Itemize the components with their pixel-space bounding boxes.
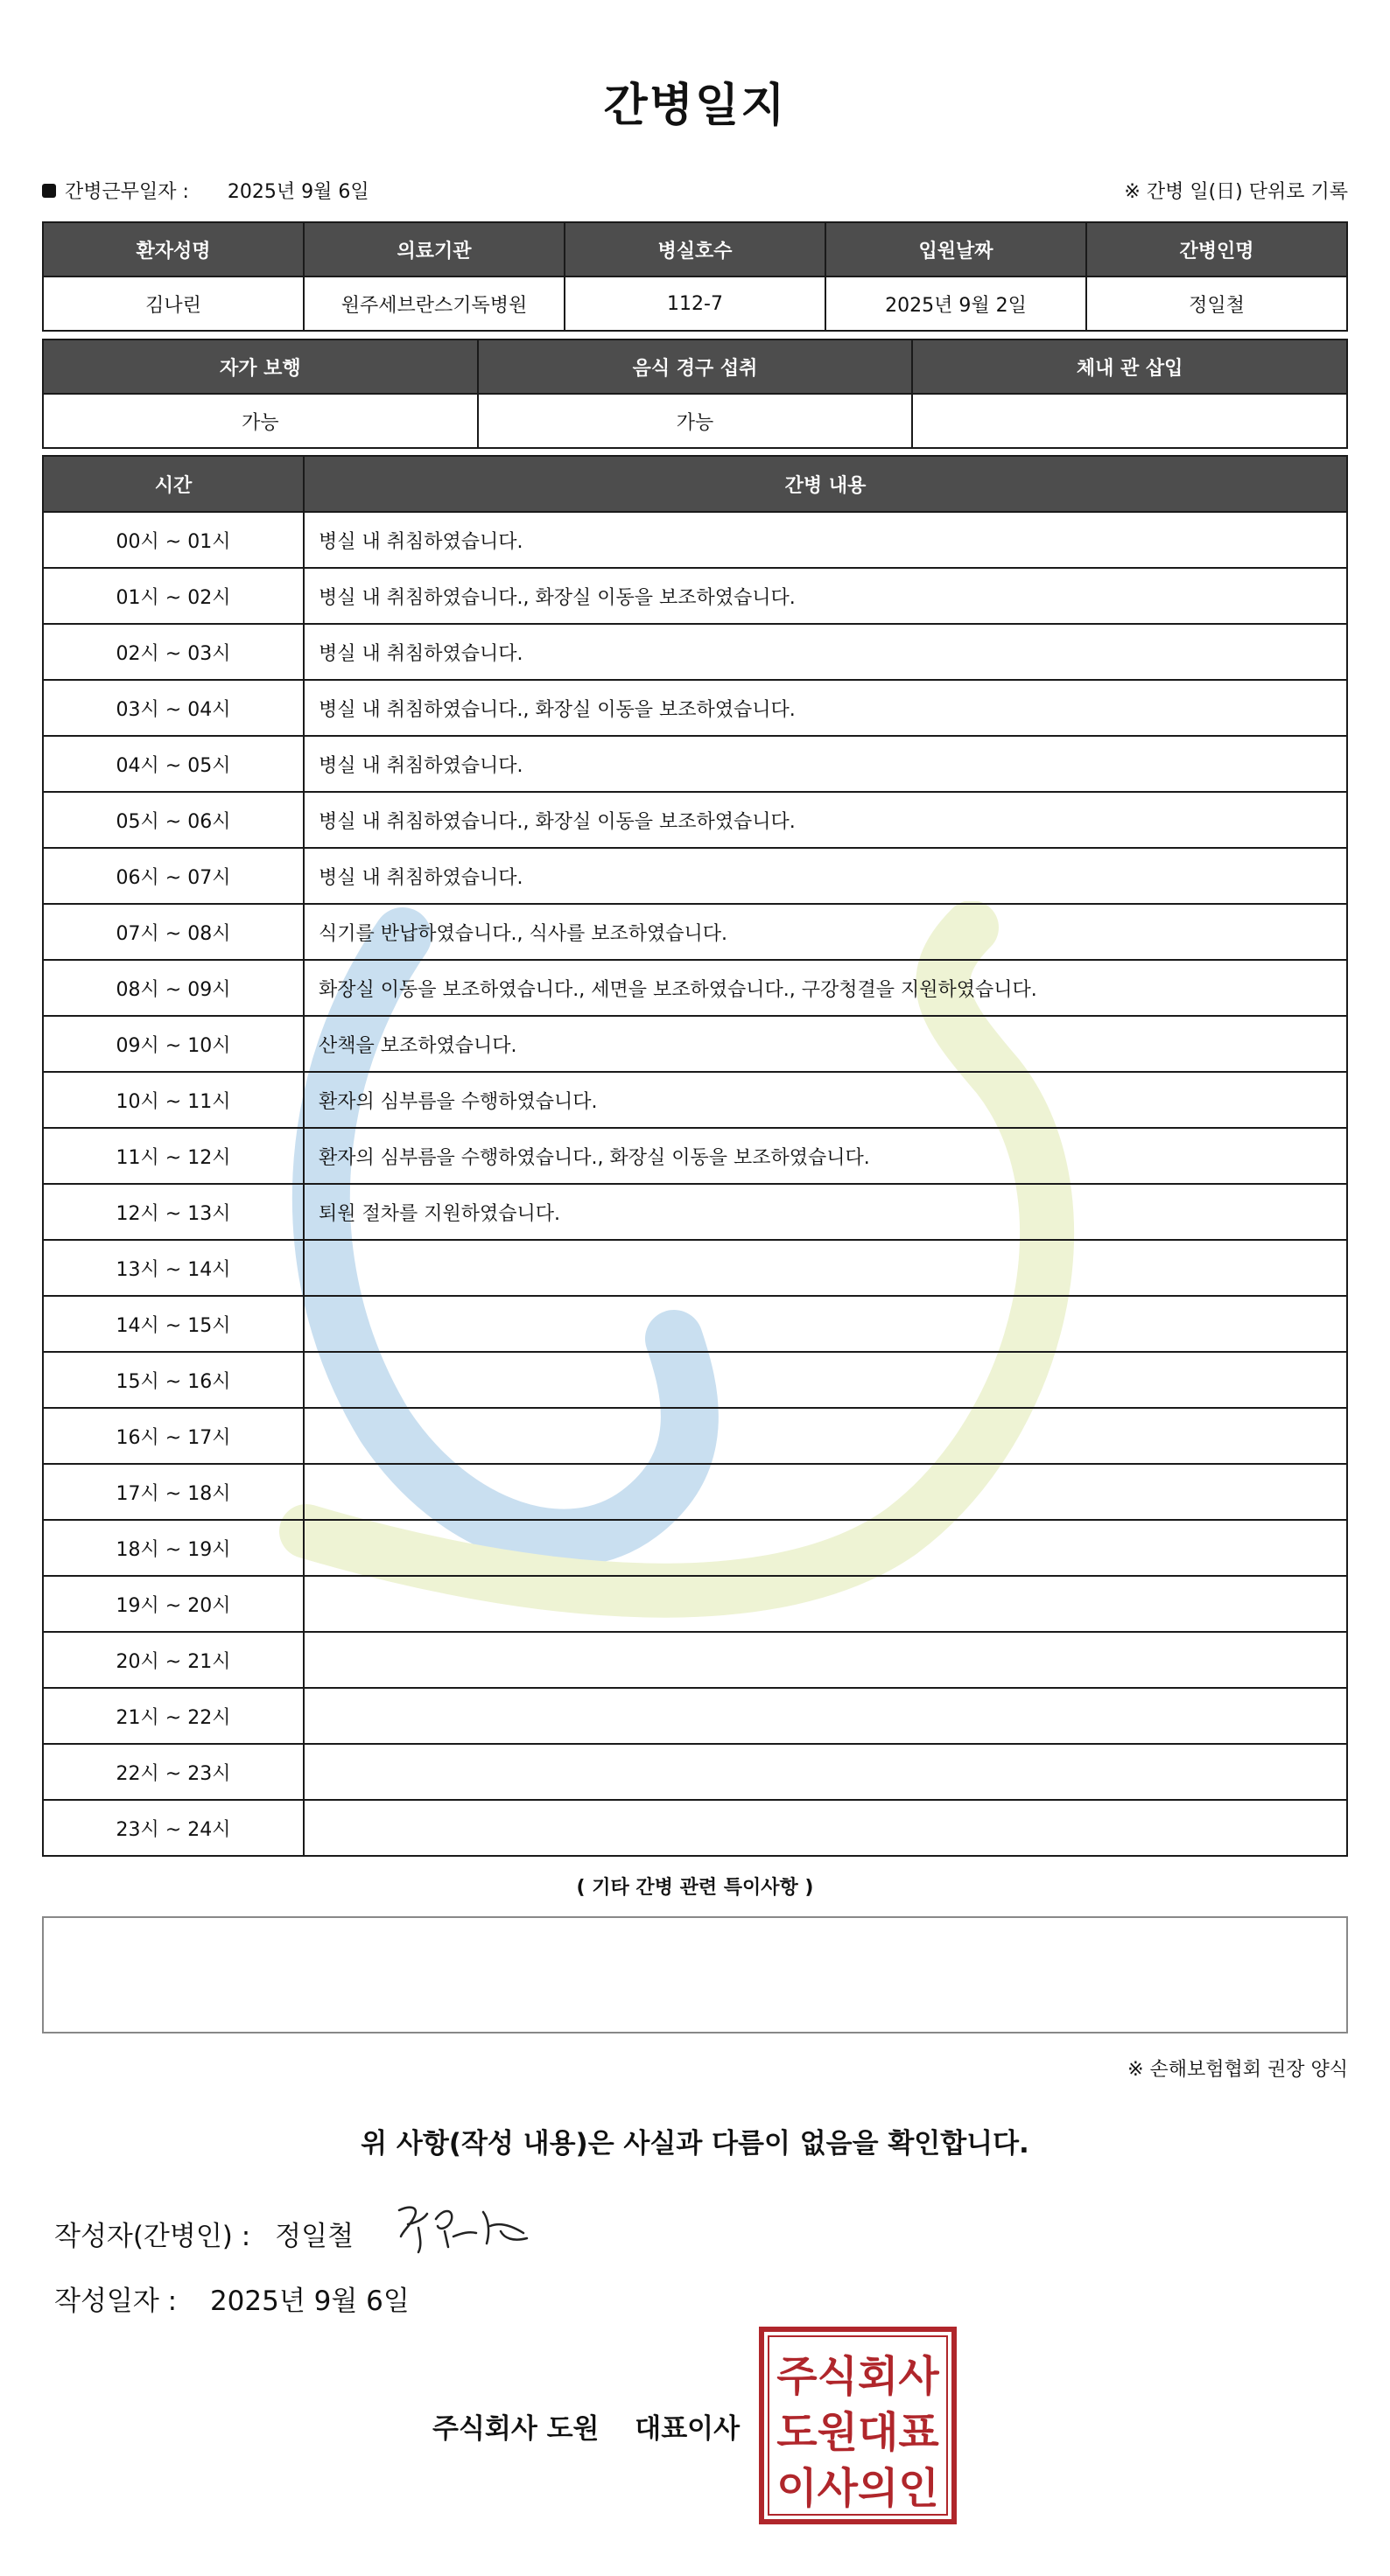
table-row [43,1688,1347,1744]
time-cell: 02시 ~ 03시 [43,624,304,680]
bullet-icon [42,184,56,198]
time-cell: 21시 ~ 22시 [43,1688,304,1744]
time-cell: 04시 ~ 05시 [43,736,304,792]
care-content-cell [304,1296,1347,1352]
care-content-cell: 화장실 이동을 보조하였습니다., 세면을 보조하였습니다., 구강청결을 지원하였습니다. [304,960,1347,1016]
table-row [43,624,1347,680]
company-row [432,2406,740,2446]
work-date-row [42,177,1348,208]
care-content-cell [304,1632,1347,1688]
time-cell: 08시 ~ 09시 [43,960,304,1016]
time-cell: 16시 ~ 17시 [43,1408,304,1464]
time-cell: 09시 ~ 10시 [43,1016,304,1072]
care-content-cell: 환자의 심부름을 수행하였습니다., 화장실 이동을 보조하였습니다. [304,1128,1347,1184]
table-row [43,1128,1347,1184]
walking-header: 자가 보행 [43,340,478,394]
care-content-cell: 병실 내 취침하였습니다. [304,624,1347,680]
notes-box [42,1916,1348,2034]
table-row [43,1576,1347,1632]
time-cell: 00시 ~ 01시 [43,512,304,568]
oral-intake-value: 가능 [478,394,913,448]
care-content-cell [304,1800,1347,1856]
time-cell: 20시 ~ 21시 [43,1632,304,1688]
room-header: 병실호수 [565,222,825,276]
table-row [43,1016,1347,1072]
svg-text:이사의인: 이사의인 [776,2464,939,2513]
table-row [43,736,1347,792]
table-row [43,1744,1347,1800]
company-name: 주식회사 도원 [432,2413,600,2445]
time-cell: 19시 ~ 20시 [43,1576,304,1632]
patient-name-header: 환자성명 [43,222,304,276]
room-number: 112-7 [565,276,825,331]
time-cell: 14시 ~ 15시 [43,1296,304,1352]
care-content-cell [304,1240,1347,1296]
caregiver-header: 간병인명 [1086,222,1347,276]
care-content-cell [304,1408,1347,1464]
admission-date: 2025년 9월 2일 [825,276,1086,331]
care-content-cell: 산책을 보조하였습니다. [304,1016,1347,1072]
care-content-cell: 퇴원 절차를 지원하였습니다. [304,1184,1347,1240]
table-row [43,1800,1347,1856]
time-cell: 13시 ~ 14시 [43,1240,304,1296]
tube-value [912,394,1347,448]
hospital-name: 원주세브란스기독병원 [304,276,565,331]
patient-status-table [42,339,1348,449]
handwritten-signature [392,2193,532,2259]
work-date-label: 간병근무일자 : [65,181,189,203]
hospital-header: 의료기관 [304,222,565,276]
care-content-cell [304,1352,1347,1408]
svg-text:도원대표: 도원대표 [776,2408,939,2457]
care-log-table [42,455,1348,1857]
patient-info-table [42,221,1348,332]
svg-text:주식회사: 주식회사 [776,2352,939,2401]
writer-name: 정일철 [275,2221,355,2252]
notes-title: ( 기타 간병 관련 특이사항 ) [576,1877,814,1899]
caregiver-name: 정일철 [1086,276,1347,331]
page-title: 간병일지 [603,80,787,132]
table-row [43,568,1347,624]
care-content-cell: 병실 내 취침하였습니다. [304,848,1347,904]
table-row [43,1296,1347,1352]
table-row [43,1408,1347,1464]
time-header: 시간 [43,456,304,512]
time-cell: 15시 ~ 16시 [43,1352,304,1408]
time-cell: 01시 ~ 02시 [43,568,304,624]
writer-label: 작성자(간병인) : [54,2221,251,2252]
table-row [43,1240,1347,1296]
table-row [43,1184,1347,1240]
time-cell: 10시 ~ 11시 [43,1072,304,1128]
time-cell: 11시 ~ 12시 [43,1128,304,1184]
care-content-cell: 병실 내 취침하였습니다., 화장실 이동을 보조하였습니다. [304,792,1347,848]
care-content-cell [304,1520,1347,1576]
time-cell: 22시 ~ 23시 [43,1744,304,1800]
care-content-cell [304,1688,1347,1744]
care-content-cell: 환자의 심부름을 수행하였습니다. [304,1072,1347,1128]
care-content-cell: 병실 내 취침하였습니다., 화장실 이동을 보조하였습니다. [304,680,1347,736]
care-content-cell: 병실 내 취침하였습니다. [304,736,1347,792]
time-cell: 17시 ~ 18시 [43,1464,304,1520]
patient-name: 김나린 [43,276,304,331]
tube-header: 체내 관 삽입 [912,340,1347,394]
table-row [43,1464,1347,1520]
care-content-cell: 식기를 반납하였습니다., 식사를 보조하였습니다. [304,904,1347,960]
table-row [43,1352,1347,1408]
table-row [43,960,1347,1016]
table-row [43,1632,1347,1688]
written-date-value: 2025년 9월 6일 [209,2286,410,2317]
care-content-cell: 병실 내 취침하였습니다., 화장실 이동을 보조하였습니다. [304,568,1347,624]
care-content-cell: 병실 내 취침하였습니다. [304,512,1347,568]
table-row [43,1520,1347,1576]
writer-row [54,2214,354,2253]
walking-value: 가능 [43,394,478,448]
form-source-note: ※ 손해보험협회 권장 양식 [1127,2059,1348,2081]
table-row [43,512,1347,568]
ceo-title: 대표이사 [635,2413,741,2445]
table-row [43,904,1347,960]
care-content-cell [304,1464,1347,1520]
oral-intake-header: 음식 경구 섭취 [478,340,913,394]
care-content-header: 간병 내용 [304,456,1347,512]
written-date-row [54,2278,410,2318]
work-date-value: 2025년 9월 6일 [227,181,369,203]
time-cell: 03시 ~ 04시 [43,680,304,736]
table-row [43,1072,1347,1128]
time-cell: 06시 ~ 07시 [43,848,304,904]
table-row [43,680,1347,736]
company-seal [758,2326,958,2525]
care-log-rows [43,512,1347,1856]
time-cell: 18시 ~ 19시 [43,1520,304,1576]
written-date-label: 작성일자 : [54,2286,178,2317]
confirmation-statement: 위 사항(작성 내용)은 사실과 다름이 없음을 확인합니다. [361,2128,1029,2160]
time-cell: 23시 ~ 24시 [43,1800,304,1856]
care-content-cell [304,1744,1347,1800]
table-row [43,848,1347,904]
time-cell: 07시 ~ 08시 [43,904,304,960]
admission-date-header: 입원날짜 [825,222,1086,276]
care-content-cell [304,1576,1347,1632]
record-note: ※ 간병 일(日) 단위로 기록 [1124,181,1348,203]
table-row [43,792,1347,848]
time-cell: 05시 ~ 06시 [43,792,304,848]
time-cell: 12시 ~ 13시 [43,1184,304,1240]
